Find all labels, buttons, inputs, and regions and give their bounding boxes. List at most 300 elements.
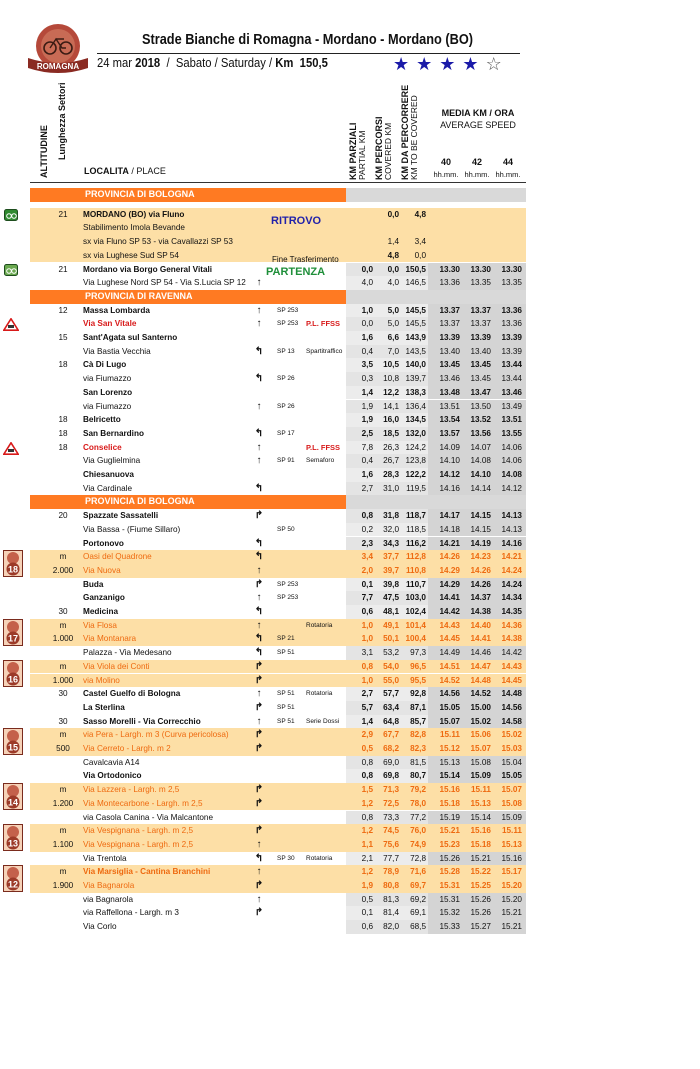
table-row <box>0 742 700 756</box>
altitude: m <box>59 620 67 630</box>
time-42: 15.27 <box>470 922 491 932</box>
time-40: 14.56 <box>439 689 460 699</box>
locality: Ganzanigo <box>83 593 125 603</box>
time-40: 13.46 <box>439 374 460 384</box>
time-44: 15.17 <box>501 867 522 877</box>
locality: San Bernardino <box>83 428 144 438</box>
road-code: SP 13 <box>277 347 295 355</box>
km-covered: 47,5 <box>383 593 399 603</box>
time-40: 14.10 <box>439 456 460 466</box>
km-covered: 77,7 <box>383 853 399 863</box>
km-covered: 72,5 <box>383 798 399 808</box>
table-row <box>0 605 700 619</box>
locality: via Casola Canina - Via Malcantone <box>83 812 214 822</box>
table-row <box>0 400 700 414</box>
row-highlight <box>30 783 346 797</box>
table-row <box>0 797 700 811</box>
direction-arrow-icon: ↑ <box>256 592 262 604</box>
table-row <box>0 509 700 523</box>
time-40: 13.37 <box>439 305 460 315</box>
time-42: 15.07 <box>470 744 491 753</box>
time-42: 15.02 <box>470 716 491 726</box>
km-partial: 2,0 <box>361 565 373 575</box>
road-code: SP 51 <box>277 649 295 657</box>
km-partial: 1,1 <box>361 839 373 849</box>
km-partial: 2,9 <box>361 730 373 740</box>
time-42: 14.19 <box>470 538 491 548</box>
time-40: 15.21 <box>439 826 460 836</box>
table-row <box>0 756 700 770</box>
km-covered: 54,0 <box>383 661 399 671</box>
direction-arrow-icon: ↑ <box>256 866 262 878</box>
km-to-cover: 100,4 <box>405 634 426 644</box>
time-44: 14.21 <box>501 552 522 562</box>
km-partial: 1,2 <box>361 867 373 877</box>
time-42: 15.06 <box>470 730 491 740</box>
time-44: 15.07 <box>501 785 522 795</box>
time-44: 14.48 <box>501 689 522 699</box>
direction-arrow-icon: ↱ <box>254 701 264 713</box>
time-40: 13.40 <box>439 346 460 356</box>
locality: Cà Di Lugo <box>83 360 127 370</box>
road-code: SP 91 <box>277 457 295 465</box>
altitude: 21 <box>58 264 68 274</box>
km-partial: 0,8 <box>361 757 373 767</box>
road-note: Serie Dossi <box>306 717 340 725</box>
table-row <box>0 893 700 907</box>
km-to-cover: 103,0 <box>405 593 426 603</box>
time-40: 14.18 <box>439 524 460 534</box>
km-partial: 0,4 <box>361 346 373 356</box>
sector-number: 18 <box>7 564 19 575</box>
locality: Via Corlo <box>83 922 117 932</box>
km-to-cover: 116,2 <box>405 538 426 548</box>
km-to-cover: 123,8 <box>405 456 426 466</box>
time-42: 13.45 <box>470 360 491 370</box>
time-band <box>428 235 526 249</box>
table-row <box>0 468 700 482</box>
table-row <box>0 345 700 359</box>
time-44: 14.58 <box>501 716 522 726</box>
km-covered: 28,3 <box>383 470 399 479</box>
km-partial: 2,7 <box>361 689 373 699</box>
road-note: Spartitraffico <box>306 347 343 355</box>
direction-arrow-icon: ↑ <box>256 318 262 330</box>
km-partial: 1,0 <box>361 634 373 644</box>
speed-40: 40 <box>440 157 451 167</box>
locality: Via Cardinale <box>83 483 133 493</box>
time-44: 14.36 <box>501 620 522 630</box>
sector-badge-icon <box>3 728 23 755</box>
direction-arrow-icon: ↱ <box>254 784 264 796</box>
direction-arrow-icon: ↱ <box>254 578 264 590</box>
locality: Portonovo <box>83 538 124 548</box>
time-42: 14.26 <box>470 579 491 589</box>
time-40: 14.09 <box>439 442 460 452</box>
km-partial: 1,6 <box>361 470 373 479</box>
time-44: 13.44 <box>501 374 522 384</box>
logo-text: ROMAGNA <box>36 62 80 71</box>
km-covered: 32,0 <box>383 524 399 534</box>
time-42: 14.46 <box>470 648 491 658</box>
km-covered: 82,0 <box>383 922 399 932</box>
km-to-cover: 143,9 <box>405 333 426 342</box>
time-40: 15.13 <box>439 757 460 767</box>
time-40: 15.07 <box>439 716 460 726</box>
km-covered: 34,3 <box>383 538 399 548</box>
direction-arrow-icon: ↰ <box>254 427 264 439</box>
road-code: SP 253 <box>277 580 299 588</box>
time-40: 15.16 <box>439 785 460 795</box>
time-44: 15.20 <box>501 881 522 890</box>
locality: Via San Vitale <box>83 319 137 329</box>
road-code: SP 17 <box>277 429 295 437</box>
time-42: 14.47 <box>470 661 491 671</box>
sector-number: 13 <box>7 838 19 849</box>
locality: Stabilimento Imola Bevande <box>83 223 185 233</box>
locality: San Lorenzo <box>83 387 133 397</box>
direction-arrow-icon: ↑ <box>256 688 262 700</box>
time-44: 14.35 <box>501 607 522 616</box>
difficulty-stars <box>393 54 509 75</box>
altitude: 18 <box>58 428 68 438</box>
km-to-cover: 87,1 <box>410 702 426 712</box>
strade-bianche-logo <box>24 22 92 78</box>
time-40: 13.54 <box>439 415 460 425</box>
row-highlight <box>30 619 346 633</box>
km-partial: 1,9 <box>361 415 373 425</box>
time-44: 14.08 <box>501 470 522 479</box>
time-44: 14.12 <box>501 483 522 493</box>
locality: Palazza - Via Medesano <box>83 648 172 658</box>
time-44: 15.13 <box>501 839 522 849</box>
altitude: 18 <box>58 442 68 452</box>
row-highlight <box>30 660 346 674</box>
km-to-cover: 72,8 <box>410 853 426 863</box>
time-40: 14.26 <box>439 552 460 562</box>
direction-arrow-icon: ↑ <box>256 455 262 467</box>
time-band <box>428 249 526 263</box>
km-partial: 1,4 <box>361 716 373 726</box>
time-44: 13.46 <box>501 387 522 397</box>
time-40: 14.29 <box>439 579 460 589</box>
km-to-cover: 71,6 <box>410 867 426 877</box>
km-to-cover: 97,3 <box>410 648 426 658</box>
table-row <box>0 482 700 496</box>
km-partial: 0,5 <box>361 894 373 904</box>
table-row <box>0 591 700 605</box>
km-covered: 49,1 <box>383 620 399 630</box>
km-to-cover: 95,5 <box>410 675 426 685</box>
direction-arrow-icon: ↰ <box>254 537 264 549</box>
km-partial: 1,9 <box>361 881 373 890</box>
locality: La Sterlina <box>83 702 125 712</box>
time-42: 13.45 <box>470 374 491 384</box>
locality: Chiesanuova <box>83 470 134 479</box>
km-to-cover: 69,7 <box>410 881 426 890</box>
time-40: 14.49 <box>439 648 460 658</box>
sector-badge-icon <box>3 824 23 851</box>
km-to-cover: 119,5 <box>406 483 426 493</box>
km-covered: 73,3 <box>383 812 399 822</box>
province-header <box>0 290 700 304</box>
time-44: 14.43 <box>501 661 522 671</box>
km-to-cover: 96,5 <box>410 661 426 671</box>
direction-arrow-icon: ↑ <box>256 893 262 905</box>
time-40: 15.14 <box>439 771 460 781</box>
km-to-cover: 118,7 <box>405 511 426 521</box>
km-covered: 31,0 <box>383 483 399 493</box>
date-day: Sabato / Saturday / <box>175 56 273 70</box>
locality: Via Lazzera - Largh. m 2,5 <box>83 785 180 795</box>
km-to-cover: 77,2 <box>410 812 426 822</box>
km-to-cover: 124,2 <box>405 442 426 452</box>
km-partial: 0,3 <box>361 374 373 384</box>
km-covered: 18,5 <box>383 428 399 438</box>
time-42: 15.21 <box>470 853 491 863</box>
direction-arrow-icon: ↰ <box>254 606 264 617</box>
altitude: 2.000 <box>52 565 74 575</box>
km-covered: 5,0 <box>387 319 399 329</box>
time-42: 15.26 <box>470 894 491 904</box>
table-row <box>0 811 700 825</box>
time-40: 14.16 <box>439 483 460 493</box>
time-44: 15.20 <box>501 894 522 904</box>
time-44: 13.51 <box>501 415 522 425</box>
locality: Via Trentola <box>83 853 127 863</box>
direction-arrow-icon: ↑ <box>256 715 262 727</box>
locality: Via Vespignana - Largh. m 2,5 <box>83 826 193 836</box>
direction-arrow-icon: ↱ <box>254 729 264 741</box>
direction-arrow-icon: ↑ <box>256 304 262 316</box>
km-covered: 16,0 <box>383 415 399 425</box>
km-to-cover: 146,5 <box>405 278 426 288</box>
locality: via Fiumazzo <box>83 401 132 411</box>
locality: via Pera - Largh. m 3 (Curva pericolosa) <box>83 730 229 740</box>
sector-badge-icon <box>3 660 23 687</box>
km-to-cover: 110,8 <box>405 565 426 575</box>
row-highlight <box>30 742 346 756</box>
hhmm-44: hh.mm. <box>495 170 521 179</box>
time-42: 13.50 <box>470 401 491 411</box>
km-to-cover: 134,5 <box>405 415 426 425</box>
sector-length-header: Lunghezza Settori <box>57 82 67 160</box>
km-label: Km <box>275 56 294 70</box>
altitude: 1.200 <box>52 798 74 808</box>
km-covered: 26,7 <box>383 456 399 466</box>
km-partial: 7,8 <box>361 442 373 452</box>
province-label: PROVINCIA DI BOLOGNA <box>82 188 346 202</box>
table-row <box>0 413 700 427</box>
km-to-cover: 3,4 <box>414 237 426 247</box>
time-40: 13.37 <box>439 319 460 329</box>
altitude: 1.900 <box>52 881 74 890</box>
km-partial: 3,5 <box>361 360 373 370</box>
time-42: 14.15 <box>470 524 491 534</box>
km-to-cover: 140,0 <box>405 360 426 370</box>
time-42: 13.52 <box>470 415 491 425</box>
km-to-cover: 102,4 <box>405 607 426 616</box>
province-header <box>0 188 700 202</box>
time-42: 15.22 <box>470 867 491 877</box>
km-covered: 69,8 <box>383 771 399 781</box>
sector-number: 12 <box>7 879 19 890</box>
table-row <box>0 852 700 866</box>
road-note: Rotatoria <box>306 621 333 629</box>
km-to-cover: 145,5 <box>405 319 426 329</box>
km-covered: 6,6 <box>387 333 399 342</box>
time-40: 15.31 <box>439 894 460 904</box>
km-total: 150,5 <box>299 56 328 70</box>
table-row <box>0 235 700 249</box>
sector-number: 15 <box>7 742 19 753</box>
time-42: 13.37 <box>470 305 491 315</box>
table-row <box>0 920 700 934</box>
locality-header: LOCALITA / PLACE <box>84 166 166 176</box>
km-partial: 3,4 <box>361 552 373 562</box>
locality: Conselice <box>83 442 122 452</box>
km-partial: 1,6 <box>361 333 373 342</box>
star-filled-icon: ★ <box>439 54 463 74</box>
time-42: 14.41 <box>470 634 491 644</box>
altitude: m <box>59 785 67 795</box>
km-to-cover: 81,5 <box>410 757 426 767</box>
direction-arrow-icon: ↰ <box>254 345 264 357</box>
time-42: 14.08 <box>470 456 491 466</box>
table-row <box>0 879 700 893</box>
road-code: SP 253 <box>277 306 299 314</box>
km-partial: 0,0 <box>361 319 373 329</box>
km-to-cover: 122,2 <box>405 470 426 479</box>
altitude: m <box>59 552 67 562</box>
km-to-cover: 112,8 <box>405 552 426 562</box>
time-42: 15.16 <box>470 826 491 836</box>
time-42: 14.37 <box>470 593 491 603</box>
sector-number: 17 <box>7 633 19 644</box>
locality: sx via Fluno SP 53 - via Cavallazzi SP 53 <box>83 237 233 247</box>
table-row <box>0 331 700 345</box>
km-partial: 0,5 <box>361 744 373 753</box>
direction-arrow-icon: ↰ <box>254 647 264 659</box>
locality: Via Vespignana - Largh. m 2,5 <box>83 839 193 849</box>
km-partial: 0,1 <box>361 579 373 589</box>
altitude: 1.100 <box>52 839 74 849</box>
altitude: 30 <box>58 689 68 699</box>
road-code: SP 50 <box>277 525 295 533</box>
time-40: 14.17 <box>439 511 460 521</box>
table-row <box>0 646 700 660</box>
time-44: 13.39 <box>501 346 522 356</box>
time-40: 14.52 <box>439 675 460 685</box>
locality: Buda <box>83 579 104 589</box>
partenza-label: PARTENZA <box>266 266 326 278</box>
km-to-cover: 139,7 <box>405 374 426 384</box>
locality: Via Guglielmina <box>83 456 141 466</box>
row-highlight <box>30 550 346 564</box>
table-row <box>0 208 700 222</box>
locality: Via Montecarbone - Largh. m 2,5 <box>83 798 203 808</box>
time-44: 15.02 <box>501 730 522 740</box>
time-44: 15.11 <box>501 826 522 836</box>
time-42: 13.47 <box>470 387 491 397</box>
km-covered: 57,7 <box>383 689 399 699</box>
direction-arrow-icon: ↑ <box>256 619 262 631</box>
km-to-cover: 118,5 <box>406 524 426 534</box>
time-42: 13.37 <box>470 319 491 329</box>
locality: Via Marsiglia - Cantina Branchini <box>83 867 211 877</box>
time-40: 13.57 <box>439 428 460 438</box>
event-date-line <box>97 56 328 70</box>
direction-arrow-icon: ↰ <box>254 852 264 864</box>
time-42: 14.48 <box>470 675 491 685</box>
locality: via Molino <box>83 675 120 685</box>
road-code: SP 253 <box>277 594 299 602</box>
table-row <box>0 687 700 701</box>
km-partial: 2,5 <box>361 428 373 438</box>
km-partial: 1,2 <box>361 798 373 808</box>
table-row <box>0 263 700 277</box>
time-44: 14.42 <box>501 648 522 658</box>
altitude: m <box>59 867 67 877</box>
altitude: m <box>59 826 67 836</box>
locality: Via Flosa <box>83 620 117 630</box>
km-partial: 2,1 <box>361 853 373 863</box>
km-covered: 0,0 <box>387 264 399 274</box>
railway-crossing-warning-icon <box>3 442 19 455</box>
road-code: SP 51 <box>277 717 295 725</box>
time-42: 15.25 <box>470 881 491 890</box>
km-covered: 10,8 <box>383 374 399 384</box>
km-covered: 75,6 <box>383 839 399 849</box>
time-40: 13.45 <box>439 360 460 370</box>
table-row <box>0 564 700 578</box>
time-40: 14.51 <box>439 661 460 671</box>
km-partial: 7,7 <box>361 593 373 603</box>
time-42: 15.13 <box>470 798 491 808</box>
km-covered: 69,0 <box>383 757 399 767</box>
time-44: 15.05 <box>501 771 522 781</box>
km-to-cover: 69,1 <box>410 908 426 918</box>
time-band <box>428 208 526 222</box>
average-speed-subtitle: AVERAGE SPEED <box>440 120 516 130</box>
km-covered: 39,7 <box>383 565 399 575</box>
time-42: 15.11 <box>470 785 491 795</box>
locality: Via Viola dei Conti <box>83 661 150 671</box>
row-highlight <box>30 674 346 688</box>
road-note: Semaforo <box>306 457 335 465</box>
locality: Belricetto <box>83 415 121 425</box>
km-partial: 0,2 <box>361 524 373 534</box>
time-band <box>428 221 526 235</box>
km-to-cover: 138,3 <box>405 387 426 397</box>
table-row <box>0 454 700 468</box>
locality: Oasi del Quadrone <box>83 552 152 562</box>
road-code: SP 30 <box>277 854 295 862</box>
km-partial: 1,9 <box>361 401 373 411</box>
road-note: Rotatoria <box>306 690 333 698</box>
km-partial: 1,2 <box>361 826 373 836</box>
km-covered: 81,4 <box>383 908 399 918</box>
time-40: 15.31 <box>439 881 460 890</box>
km-partial: 1,0 <box>361 675 373 685</box>
time-40: 14.45 <box>439 634 460 644</box>
km-partial: 2,7 <box>361 483 373 493</box>
direction-arrow-icon: ↱ <box>254 660 264 672</box>
railway-crossing-warning-icon <box>3 318 19 331</box>
locality: Via Montanara <box>83 634 137 644</box>
direction-arrow-icon: ↱ <box>254 674 264 686</box>
table-row <box>0 221 700 235</box>
